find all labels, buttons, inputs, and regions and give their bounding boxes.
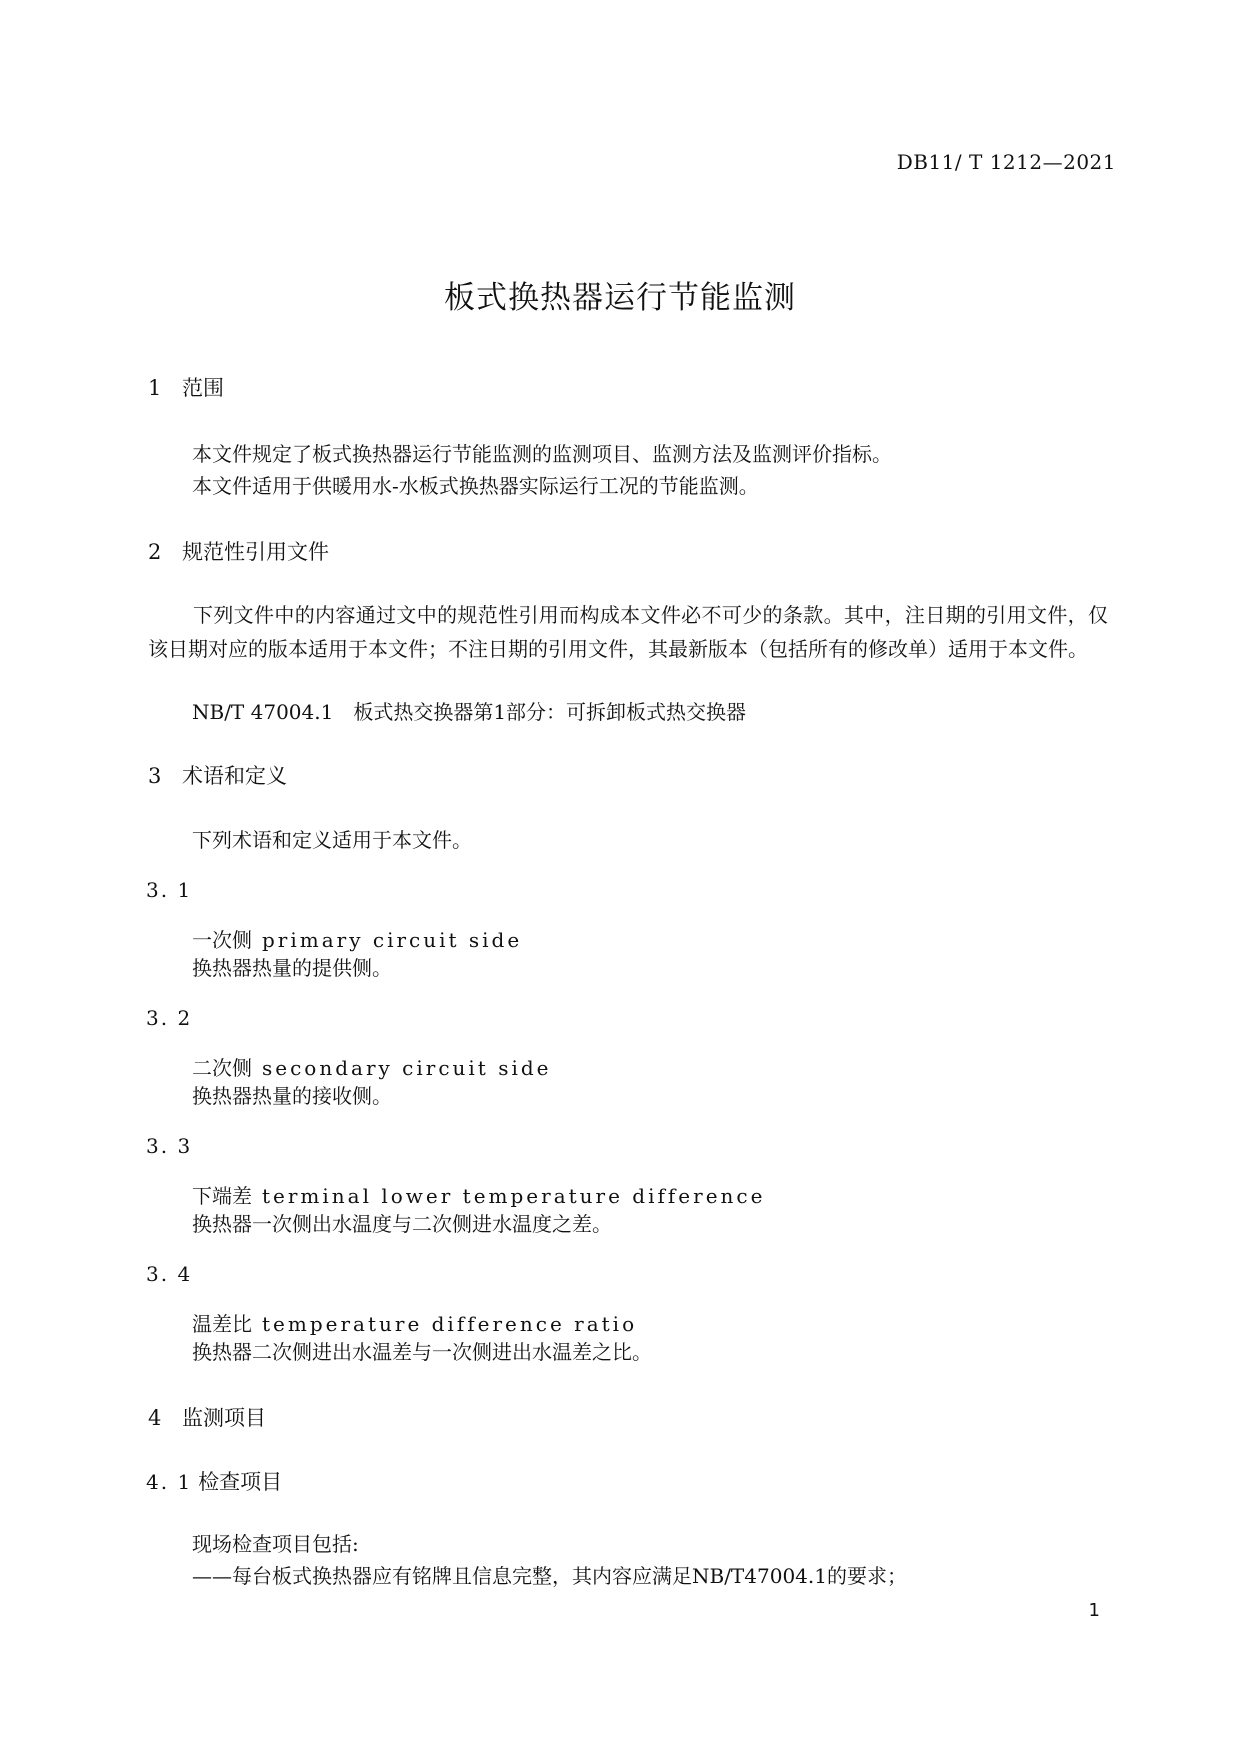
section-title: 监测项目 (182, 1406, 266, 1430)
clause-number: 3. 3 (146, 1134, 193, 1158)
term-zh: 下端差 (192, 1184, 252, 1208)
section-number: 4 (148, 1406, 162, 1430)
subsection-title: 检查项目 (198, 1470, 283, 1494)
term-definition: 换热器一次侧出水温度与二次侧进水温度之差。 (192, 1212, 612, 1236)
term-definition: 换热器二次侧进出水温差与一次侧进出水温差之比。 (192, 1340, 652, 1364)
clause-number: 3. 1 (146, 878, 193, 902)
document-title: 板式换热器运行节能监测 (444, 280, 796, 316)
section-2-heading (148, 536, 329, 566)
standard-number: DB11/ T 1212—2021 (896, 150, 1116, 174)
section-number: 3 (148, 764, 162, 788)
subsection-number: 4. 1 (146, 1470, 193, 1494)
term-zh: 一次侧 (192, 928, 252, 952)
term-en: secondary circuit side (262, 1056, 552, 1080)
normative-references-paragraph: 下列文件中的内容通过文中的规范性引用而构成本文件必不可少的条款。其中，注日期的引用文件，仅该日期对应的版本适用于本文件；不注日期的引用文件，其最新版本（包括所有的修改单）适用于本文件。 (148, 603, 1108, 661)
scope-line-1: 本文件规定了板式换热器运行节能监测的监测项目、监测方法及监测评价指标。 (192, 442, 892, 466)
reference-item: NB/T 47004.1 板式热交换器第1部分：可拆卸板式热交换器 (192, 700, 747, 724)
section-title: 规范性引用文件 (182, 540, 329, 564)
term-zh: 二次侧 (192, 1056, 252, 1080)
check-items-intro: 现场检查项目包括: (192, 1532, 359, 1556)
term-en: terminal lower temperature difference (262, 1184, 766, 1208)
term-definition: 换热器热量的接收侧。 (192, 1084, 392, 1108)
section-1-heading (148, 372, 224, 402)
term-en: temperature difference ratio (262, 1312, 638, 1336)
section-number: 1 (148, 376, 162, 400)
section-title: 术语和定义 (182, 764, 287, 788)
term-definition: 换热器热量的提供侧。 (192, 956, 392, 980)
page-number: 1 (1088, 1600, 1100, 1621)
check-item: ——每台板式换热器应有铭牌且信息完整，其内容应满足NB/T47004.1的要求； (192, 1564, 907, 1588)
clause-number: 3. 4 (146, 1262, 193, 1286)
clause-number: 3. 2 (146, 1006, 193, 1030)
term-zh: 温差比 (192, 1312, 252, 1336)
subsection-4-1-heading (146, 1466, 282, 1496)
terms-intro: 下列术语和定义适用于本文件。 (192, 828, 472, 852)
term-en: primary circuit side (262, 928, 523, 952)
term-entry (192, 1308, 637, 1337)
section-number: 2 (148, 540, 162, 564)
section-title: 范围 (182, 376, 224, 400)
scope-line-2: 本文件适用于供暖用水-水板式换热器实际运行工况的节能监测。 (192, 474, 759, 498)
section-3-heading (148, 760, 287, 790)
section-4-heading (148, 1402, 266, 1432)
term-entry (192, 924, 522, 953)
term-entry (192, 1052, 552, 1081)
term-entry (192, 1180, 765, 1209)
